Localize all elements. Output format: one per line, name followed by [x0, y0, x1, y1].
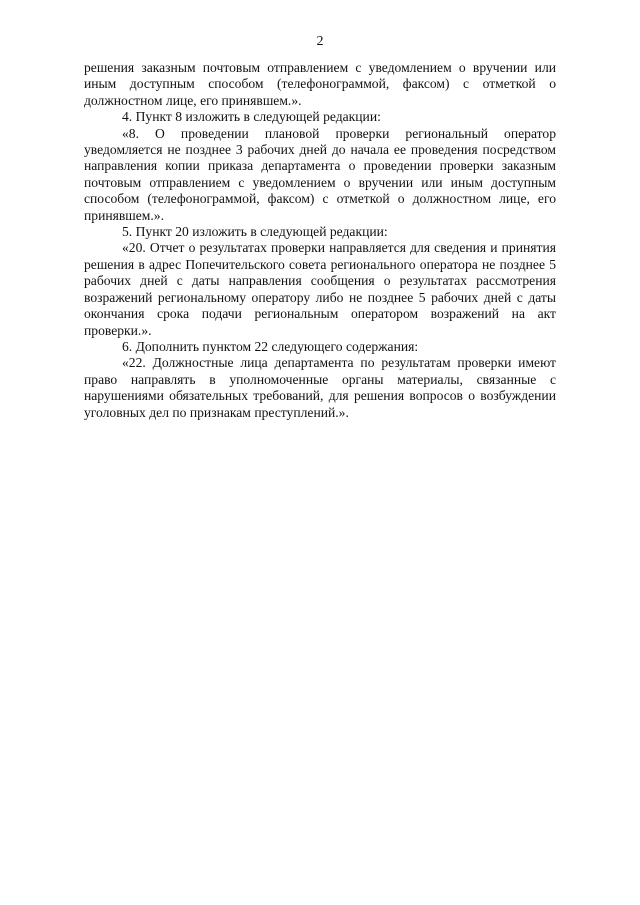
paragraph-item-5: 5. Пункт 20 изложить в следующей редакции:	[122, 224, 388, 240]
paragraph-clause-8: «8. О проведении плановой проверки региональный оператор уведомляется не позднее 3 рабочих дней до начала ее проведения посредством направления копии приказа департамента о проведении проверки заказным почтовым отправлением с уведомлением о вручении или иным доступным способом (телефонограммой, факсом) с отметкой о должностном лице, его принявшем.».	[84, 125, 556, 223]
paragraph-item-4: 4. Пункт 8 изложить в следующей редакции:	[122, 109, 381, 125]
paragraph-item-6: 6. Дополнить пунктом 22 следующего содержания:	[122, 338, 419, 354]
paragraph-continuation: решения заказным почтовым отправлением с уведомлением о вручении или иным доступным способом (телефонограммой, факсом) с отметкой о должностном лице, его принявшем.».	[84, 60, 556, 108]
paragraph-clause-22: «22. Должностные лица департамента по результатам проверки имеют право направлять в уполномоченные органы материалы, связанные с нарушениями обязательных требований, для решения вопросов о возбуждении уголовных дел по признакам преступлений.».	[84, 355, 556, 420]
paragraph-clause-20: «20. Отчет о результатах проверки направляется для сведения и принятия решения в адрес Попечительского совета регионального оператора не позднее 5 рабочих дней с даты направления сообщения о результатах рассмотрения возражений региональному оператору либо не позднее 5 рабочих дней с даты окончания срока подачи региональным оператором возражений на акт проверки.».	[84, 240, 556, 338]
page-number: 2	[316, 34, 324, 49]
document-body	[84, 60, 556, 421]
